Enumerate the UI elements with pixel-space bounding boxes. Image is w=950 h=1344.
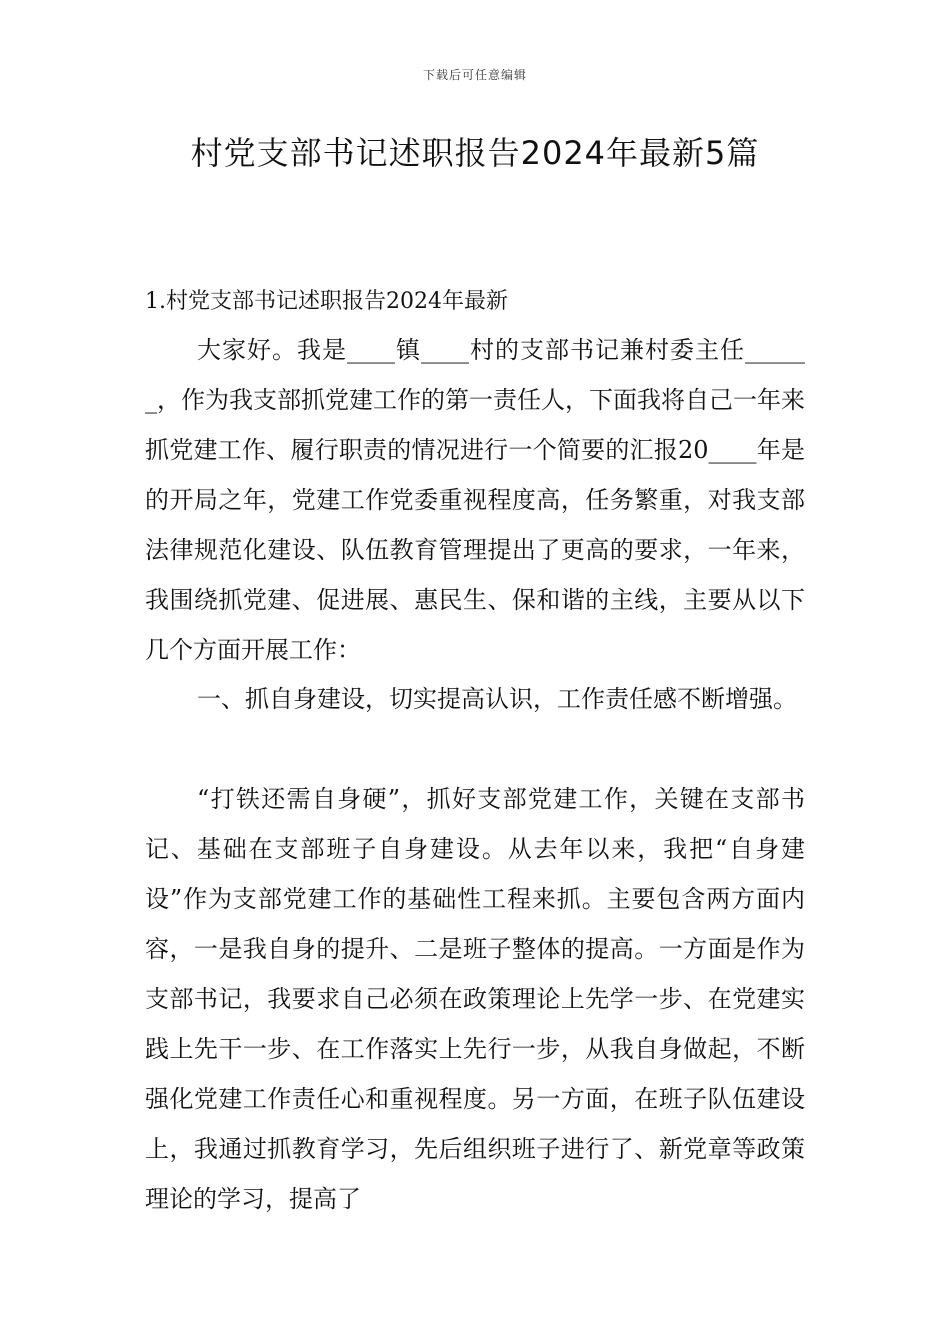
page-header-note: 下载后可任意编辑 (422, 68, 527, 82)
document-title: 村党支部书记述职报告2024年最新5篇 (190, 134, 760, 172)
paragraph-intro: 大家好。我是____镇____村的支部书记兼村委主任______，作为我支部抓党建工作的第一责任人，下面我将自己一年来抓党建工作、履行职责的情况进行一个简要的汇报20____年是的开局之年，党建工作党委重视程度高，任务繁重，对我支部法律规范化建设、队伍教育管理提出了更高的要求，一年来，我围绕抓党建、促进展、惠民生、保和谐的主线，主要从以下几个方面开展工作： (145, 336, 805, 664)
paragraph-self-building: “打铁还需自身硬”，抓好支部党建工作，关键在支部书记、基础在支部班子自身建设。从去年以来，我把“自身建设”作为支部党建工作的基础性工程来抓。主要包含两方面内容，一是我自身的提升、二是班子整体的提高。一方面是作为支部书记，我要求自己必须在政策理论上先学一步、在党建实践上先干一步、在工作落实上先行一步，从我自身做起，不断强化党建工作责任心和重视程度。另一方面，在班子队伍建设上，我通过抓教育学习，先后组织班子进行了、新党章等政策理论的学习，提高了 (145, 785, 805, 1213)
paragraph-point-one: 一、抓自身建设，切实提高认识，工作责任感不断增强。 (197, 685, 797, 713)
section-heading: 1.村党支部书记述职报告2024年最新 (145, 289, 508, 314)
